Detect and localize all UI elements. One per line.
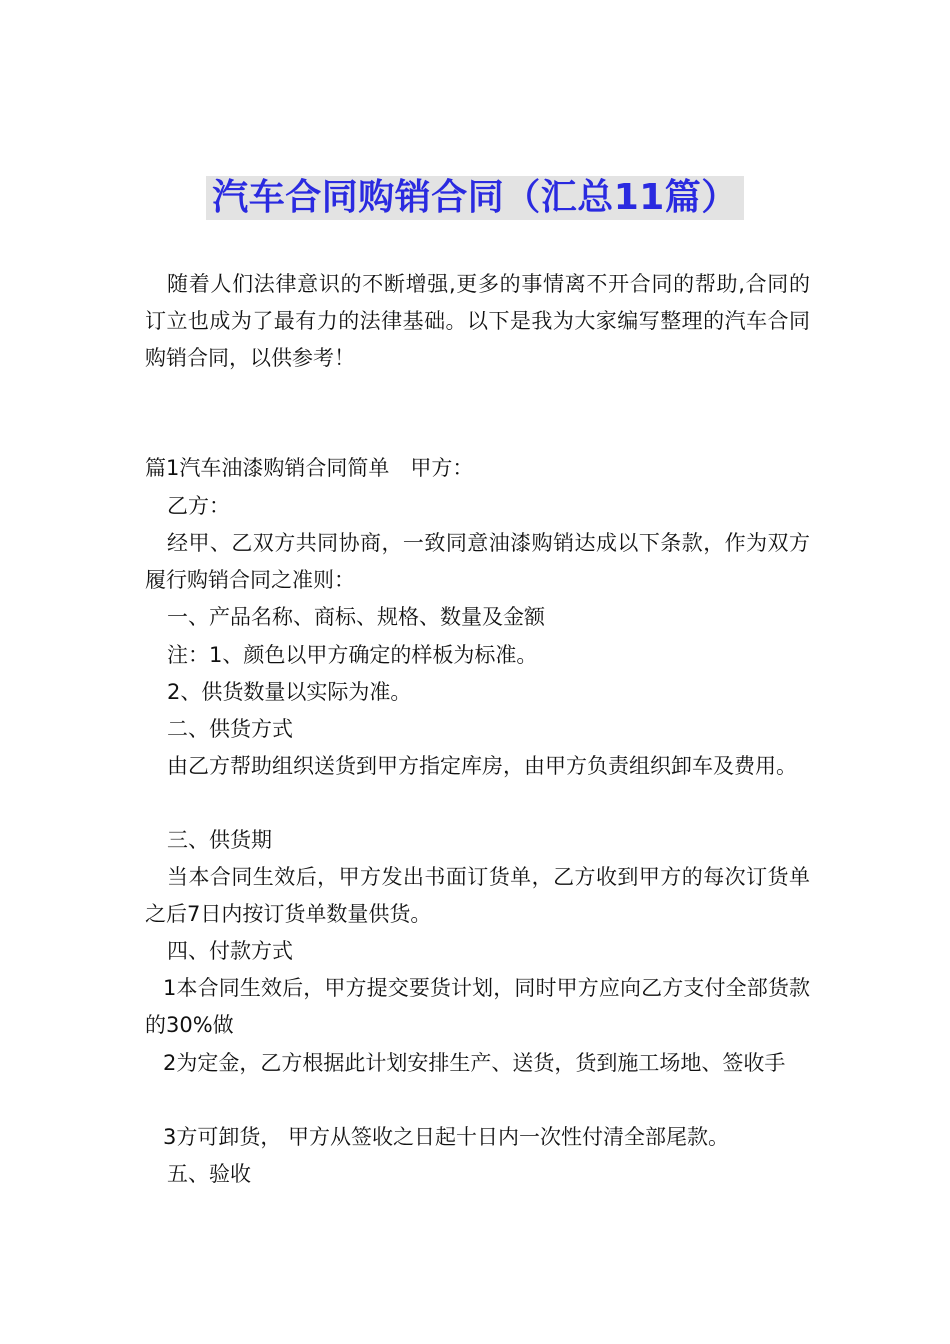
note-2: 2、供货数量以实际为准。 bbox=[167, 680, 412, 704]
party-b-label: 乙方： bbox=[167, 494, 230, 518]
intro-paragraph: 随着人们法律意识的不断增强,更多的事情离不开合同的帮助,合同的订立也成为了最有力的法律基础。以下是我为大家编写整理的汽车合同购销合同，以供参考！ bbox=[145, 272, 810, 370]
section-heading: 篇1汽车油漆购销合同简单 甲方： bbox=[145, 456, 474, 480]
paragraph-payment-3: 3方可卸货， 甲方从签收之日起十日内一次性付清全部尾款。 bbox=[163, 1125, 730, 1149]
note-1: 注：1、颜色以甲方确定的样板为标准。 bbox=[167, 643, 538, 667]
paragraph-payment-1: 1本合同生效后，甲方提交要货计划，同时甲方应向乙方支付全部货款的30%做 bbox=[145, 976, 810, 1037]
item2-heading: 二、供货方式 bbox=[167, 717, 293, 741]
paragraph-supply-period: 当本合同生效后，甲方发出书面订货单，乙方收到甲方的每次订货单之后7日内按订货单数量供货。 bbox=[145, 865, 810, 926]
paragraph-agreement: 经甲、乙双方共同协商，一致同意油漆购销达成以下条款，作为双方履行购销合同之准则： bbox=[145, 531, 810, 592]
paragraph-delivery: 由乙方帮助组织送货到甲方指定库房，由甲方负责组织卸车及费用。 bbox=[167, 754, 797, 778]
document-title: 汽车合同购销合同（汇总11篇） bbox=[206, 176, 744, 220]
item5-heading: 五、验收 bbox=[167, 1162, 251, 1186]
title-container bbox=[0, 176, 950, 220]
item1-heading: 一、产品名称、商标、规格、数量及金额 bbox=[167, 605, 545, 629]
item4-heading: 四、付款方式 bbox=[167, 939, 293, 963]
item3-heading: 三、供货期 bbox=[167, 828, 272, 852]
paragraph-payment-2: 2为定金，乙方根据此计划安排生产、送货，货到施工场地、签收手 bbox=[163, 1051, 786, 1075]
